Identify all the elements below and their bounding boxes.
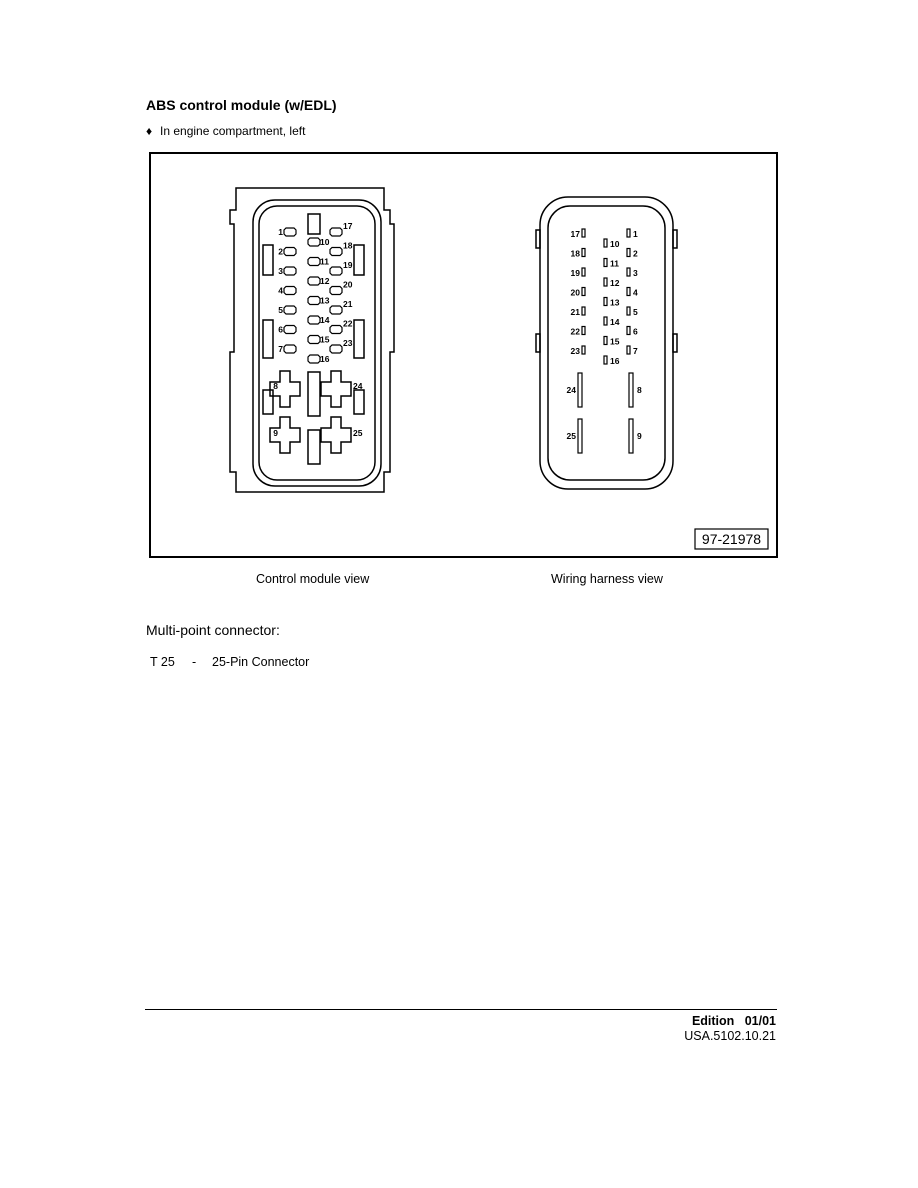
pin-label: 20 — [570, 287, 580, 298]
large-pin-label: 9 — [273, 428, 278, 438]
connector-code: T 25 — [150, 655, 175, 669]
page-title: ABS control module (w/EDL) — [146, 97, 337, 113]
diamond-bullet-icon: ♦ — [146, 124, 153, 138]
pin-slot — [604, 239, 607, 247]
pin-label: 4 — [278, 285, 283, 296]
pin-label: 2 — [633, 248, 638, 259]
pin-label: 3 — [278, 266, 283, 276]
pin-label: 19 — [343, 260, 353, 270]
pin-socket — [330, 267, 342, 275]
pin-label: 21 — [570, 307, 580, 317]
pin-label: 15 — [320, 334, 330, 345]
right-side-latch — [354, 320, 364, 358]
control-module-connector — [230, 188, 394, 492]
location-text: In engine compartment, left — [160, 124, 306, 138]
pin-socket — [308, 258, 320, 266]
large-pin-25-housing — [321, 417, 351, 453]
large-pin-label: 9 — [637, 431, 642, 441]
large-pin-label: 24 — [566, 385, 576, 395]
pin-slot — [582, 229, 585, 237]
large-pin-24-housing — [321, 371, 351, 407]
location-note — [146, 124, 305, 138]
pin-socket — [308, 238, 320, 246]
large-pin-slot — [578, 419, 582, 453]
wiring-harness-pins — [578, 229, 633, 453]
large-pin-slot — [578, 373, 582, 407]
pin-slot — [604, 259, 607, 267]
pin-slot — [627, 288, 630, 296]
pin-slot — [604, 278, 607, 286]
large-pin-slot — [629, 373, 633, 407]
pin-label: 17 — [570, 229, 580, 239]
large-pin-label: 8 — [273, 381, 278, 391]
pin-socket — [308, 297, 320, 305]
pin-socket — [284, 267, 296, 275]
large-pin-slot — [629, 419, 633, 453]
pin-socket — [284, 248, 296, 256]
harness-side-latch — [673, 230, 677, 248]
connector-row — [150, 655, 309, 669]
pin-label: 6 — [633, 326, 638, 337]
pin-socket — [284, 326, 296, 334]
center-divider — [308, 372, 320, 416]
control-module-pin-labels — [273, 221, 362, 438]
pin-socket — [284, 306, 296, 314]
pin-slot — [582, 249, 585, 257]
pin-label: 1 — [633, 229, 638, 239]
pin-label: 23 — [343, 338, 353, 348]
pin-socket — [330, 248, 342, 256]
pin-label: 13 — [320, 295, 330, 306]
right-side-latch — [354, 390, 364, 414]
pin-label: 10 — [610, 239, 620, 249]
coding-key — [308, 214, 320, 234]
pin-slot — [604, 317, 607, 325]
pin-label: 23 — [570, 346, 580, 356]
connector-heading: Multi-point connector: — [146, 622, 280, 638]
pin-slot — [627, 307, 630, 315]
pin-socket — [330, 228, 342, 236]
pin-label: 12 — [320, 276, 330, 286]
pin-label: 12 — [610, 278, 620, 288]
pin-socket — [308, 277, 320, 285]
connector-separator: - — [192, 655, 197, 669]
document-number: USA.5102.10.21 — [684, 1029, 776, 1043]
pin-label: 18 — [343, 240, 353, 251]
pin-label: 7 — [633, 346, 638, 356]
pin-label: 13 — [610, 297, 620, 308]
pin-slot — [627, 268, 630, 276]
pin-socket — [330, 326, 342, 334]
pin-label: 11 — [610, 258, 619, 269]
large-pin-label: 24 — [353, 381, 363, 391]
pin-label: 18 — [570, 248, 580, 259]
pin-socket — [284, 287, 296, 295]
right-side-latch — [354, 245, 364, 275]
large-pin-label: 25 — [353, 428, 363, 438]
pin-label: 22 — [570, 326, 580, 337]
pin-label: 17 — [343, 221, 353, 231]
pin-socket — [284, 345, 296, 353]
pin-slot — [582, 268, 585, 276]
pin-label: 16 — [320, 354, 330, 364]
pin-socket — [330, 306, 342, 314]
pin-label: 10 — [320, 237, 330, 247]
harness-side-latch — [536, 334, 540, 352]
pin-label: 6 — [278, 324, 283, 335]
pin-label: 7 — [278, 344, 283, 354]
pin-socket — [308, 316, 320, 324]
pin-slot — [582, 288, 585, 296]
pin-label: 19 — [570, 268, 580, 278]
pin-slot — [582, 327, 585, 335]
footer-divider — [145, 1009, 777, 1010]
footer-edition — [692, 1014, 776, 1028]
edition-label: Edition — [691, 1014, 735, 1028]
right-caption: Wiring harness view — [551, 572, 663, 586]
pin-slot — [604, 337, 607, 345]
connector-description: 25-Pin Connector — [212, 655, 310, 669]
pin-label: 5 — [278, 305, 283, 315]
pin-label: 3 — [633, 268, 638, 278]
pin-slot — [582, 307, 585, 315]
pin-label: 20 — [343, 279, 353, 290]
center-divider — [308, 430, 320, 464]
pin-label: 2 — [278, 246, 283, 257]
pin-label: 22 — [343, 318, 353, 329]
pin-label: 5 — [633, 307, 638, 317]
pin-slot — [627, 327, 630, 335]
left-side-latch — [263, 245, 273, 275]
left-caption: Control module view — [256, 572, 370, 586]
pin-label: 14 — [610, 317, 620, 327]
connector-diagram — [149, 152, 780, 562]
pin-label: 15 — [610, 336, 620, 347]
pin-label: 14 — [320, 315, 330, 325]
edition-value: 01/01 — [744, 1014, 776, 1028]
pin-label: 11 — [320, 256, 329, 267]
pin-label: 4 — [633, 287, 638, 298]
pin-socket — [330, 345, 342, 353]
left-side-latch — [263, 390, 273, 414]
pin-label: 16 — [610, 356, 620, 366]
harness-side-latch — [673, 334, 677, 352]
pin-label: 21 — [343, 299, 353, 309]
pin-slot — [627, 249, 630, 257]
large-pin-label: 25 — [566, 431, 576, 441]
pin-slot — [604, 298, 607, 306]
pin-socket — [308, 355, 320, 363]
large-pin-label: 8 — [637, 385, 642, 395]
pin-slot — [627, 229, 630, 237]
control-module-pins — [284, 228, 342, 363]
pin-socket — [308, 336, 320, 344]
left-side-latch — [263, 320, 273, 358]
pin-slot — [604, 356, 607, 364]
pin-slot — [582, 346, 585, 354]
harness-side-latch — [536, 230, 540, 248]
figure-id: 97-21978 — [701, 531, 762, 547]
pin-slot — [627, 346, 630, 354]
pin-socket — [330, 287, 342, 295]
pin-socket — [284, 228, 296, 236]
pin-label: 1 — [278, 227, 283, 237]
